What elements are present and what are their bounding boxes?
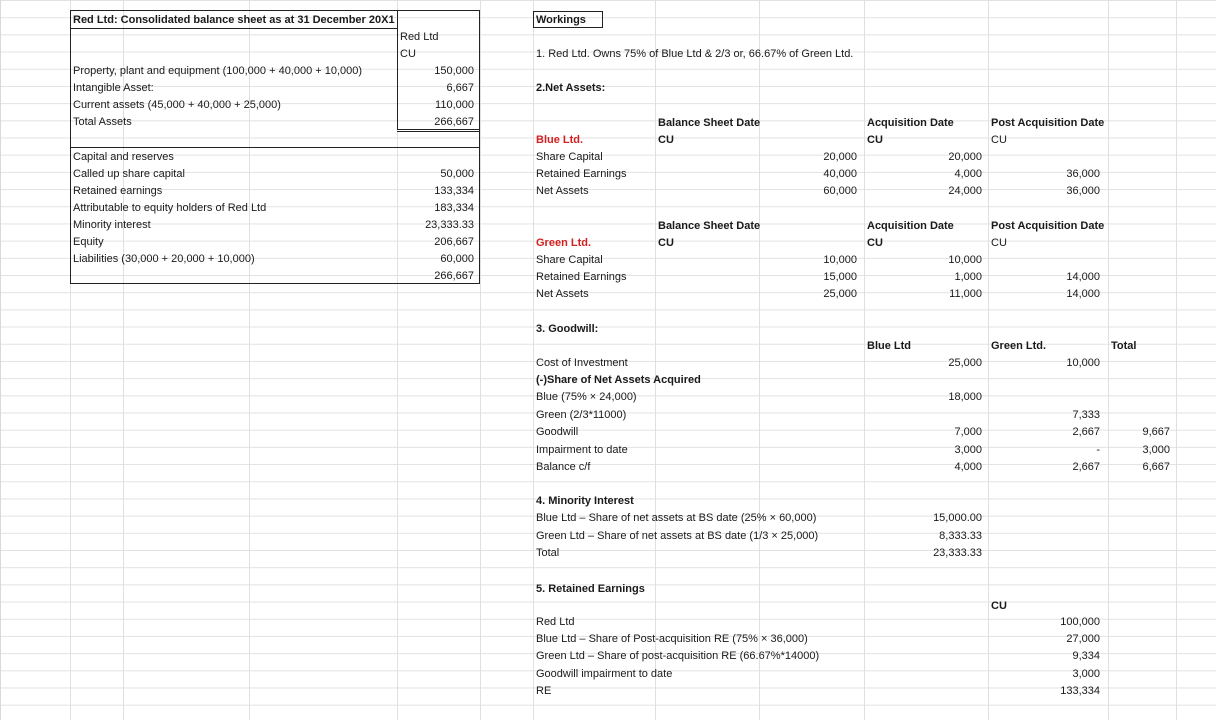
balance-sheet-value: 6,667 (446, 82, 474, 94)
green-row-label: Net Assets (536, 288, 589, 301)
balance-sheet-label: Retained earnings (73, 185, 163, 197)
balance-sheet-value: 23,333.33 (425, 219, 474, 231)
goodwill-row-label: Green (2/3*11000) (536, 409, 627, 421)
blue-acq-value: 20,000 (948, 151, 982, 163)
blue-post-acq-header: Post Acquisition Date (991, 117, 1105, 129)
green-bs-value: 15,000 (823, 271, 857, 284)
goodwill-total-value: 9,667 (1142, 426, 1170, 438)
balance-sheet-label: Attributable to equity holders of Red Ltd (73, 202, 267, 214)
blue-post-value: 36,000 (1066, 185, 1100, 198)
retained-row-label: Green Ltd – Share of post-acquisition RE (66.67%*14000) (536, 650, 820, 662)
retained-row-label: Red Ltd (536, 616, 575, 628)
goodwill-blue-header: Blue Ltd (867, 340, 911, 352)
balance-sheet-label: Minority interest (73, 219, 151, 231)
goodwill-green-value: 7,333 (1072, 409, 1100, 421)
blue-post-value: 36,000 (1066, 168, 1100, 181)
retained-row-label: RE (536, 685, 552, 697)
goodwill-row-label: Cost of Investment (536, 357, 628, 369)
balance-sheet-value: 133,334 (434, 185, 474, 197)
balance-sheet-value: 266,667 (434, 116, 474, 128)
blue-acq-value: 4,000 (954, 168, 982, 181)
blue-row-label: Net Assets (536, 185, 589, 198)
balance-sheet-label: Liabilities (30,000 + 20,000 + 10,000) (73, 253, 255, 265)
blue-row-label: Retained Earnings (536, 168, 627, 181)
blue-bs-value: 60,000 (823, 185, 857, 198)
minority-heading: 4. Minority Interest (536, 495, 634, 507)
balance-sheet-value: 183,334 (434, 202, 474, 214)
goodwill-green-value: 2,667 (1072, 461, 1100, 473)
blue-acq-value: 24,000 (948, 185, 982, 198)
green-post-cu: CU (991, 237, 1007, 249)
green-post-value: 14,000 (1066, 288, 1100, 301)
value-column-line (397, 10, 398, 130)
green-acq-value: 10,000 (948, 254, 982, 266)
green-row-label: Share Capital (536, 254, 603, 266)
goodwill-blue-value: 25,000 (948, 357, 982, 369)
goodwill-heading: 3. Goodwill: (536, 323, 599, 335)
balance-sheet-title: Red Ltd: Consolidated balance sheet as at 31 December 20X1 (73, 14, 395, 26)
blue-bs-cu: CU (658, 134, 674, 146)
title-underline (70, 28, 397, 29)
retained-cu: CU (991, 600, 1007, 612)
goodwill-row-label: Impairment to date (536, 444, 628, 456)
green-acq-cu: CU (867, 237, 883, 249)
goodwill-row-label: Balance c/f (536, 461, 591, 473)
blue-acq-cu: CU (867, 134, 883, 146)
green-post-value: 14,000 (1066, 271, 1100, 284)
green-bs-cu: CU (658, 237, 674, 249)
section-separator (70, 147, 480, 148)
retained-row-value: 27,000 (1066, 633, 1100, 645)
goodwill-total-value: 6,667 (1142, 461, 1170, 473)
balance-sheet-label: Total Assets (73, 116, 132, 128)
green-bs-value: 25,000 (823, 288, 857, 301)
minority-row-value: 8,333.33 (939, 530, 982, 542)
balance-sheet-value: 50,000 (440, 168, 474, 180)
retained-row-value: 3,000 (1072, 668, 1100, 680)
balance-sheet-value: 206,667 (434, 236, 474, 248)
workings-title: Workings (536, 14, 586, 26)
balance-sheet-label: Intangible Asset: (73, 82, 154, 94)
retained-heading: 5. Retained Earnings (536, 583, 645, 595)
balance-sheet-label: Called up share capital (73, 168, 185, 180)
green-acq-date-header: Acquisition Date (867, 220, 954, 232)
balance-sheet-value: 110,000 (435, 99, 474, 111)
green-bs-value: 10,000 (823, 254, 857, 266)
goodwill-blue-value: 3,000 (954, 444, 982, 456)
green-bs-date-header: Balance Sheet Date (658, 220, 761, 232)
goodwill-row-label: Blue (75% × 24,000) (536, 391, 637, 403)
goodwill-row-label: Goodwill (536, 426, 579, 438)
blue-acq-date-header: Acquisition Date (867, 117, 954, 129)
balance-sheet-label: Current assets (45,000 + 40,000 + 25,000) (73, 99, 281, 111)
goodwill-green-value: - (1096, 444, 1100, 456)
blue-row-label: Share Capital (536, 151, 603, 163)
minority-row-value: 15,000.00 (933, 512, 982, 524)
minority-row-label: Green Ltd – Share of net assets at BS date (1/3 × 25,000) (536, 530, 819, 542)
goodwill-green-value: 10,000 (1066, 357, 1100, 369)
col-header-currency: CU (400, 48, 416, 60)
balance-sheet-label: Equity (73, 236, 104, 248)
retained-row-value: 9,334 (1072, 650, 1100, 662)
goodwill-green-value: 2,667 (1072, 426, 1100, 438)
blue-post-cu: CU (991, 134, 1007, 146)
balance-sheet-value: 60,000 (440, 253, 474, 265)
balance-sheet-value: 266,667 (434, 270, 474, 282)
minority-row-label: Blue Ltd – Share of net assets at BS date (25% × 60,000) (536, 512, 817, 524)
total-underline (397, 129, 480, 130)
minority-row-value: 23,333.33 (933, 547, 982, 559)
net-assets-heading: 2.Net Assets: (536, 82, 606, 94)
ownership-note: 1. Red Ltd. Owns 75% of Blue Ltd & 2/3 or, 66.67% of Green Ltd. (536, 48, 854, 60)
blue-bs-value: 40,000 (823, 168, 857, 181)
green-acq-value: 11,000 (949, 288, 982, 301)
green-acq-value: 1,000 (954, 271, 982, 284)
blue-bs-date-header: Balance Sheet Date (658, 117, 761, 129)
balance-sheet-value: 150,000 (434, 65, 474, 77)
goodwill-blue-value: 7,000 (954, 426, 982, 438)
goodwill-blue-value: 4,000 (954, 461, 982, 473)
goodwill-green-header: Green Ltd. (991, 340, 1047, 352)
goodwill-total-header: Total (1111, 340, 1137, 352)
green-ltd-label: Green Ltd. (536, 237, 592, 249)
col-header-company: Red Ltd (400, 31, 439, 43)
green-row-label: Retained Earnings (536, 271, 627, 284)
retained-row-label: Blue Ltd – Share of Post-acquisition RE (75% × 36,000) (536, 633, 808, 645)
blue-bs-value: 20,000 (823, 151, 857, 163)
retained-row-value: 133,334 (1060, 685, 1100, 697)
green-post-acq-header: Post Acquisition Date (991, 220, 1105, 232)
minority-row-label: Total (536, 547, 560, 559)
balance-sheet-label: Capital and reserves (73, 151, 174, 163)
retained-row-label: Goodwill impairment to date (536, 668, 673, 680)
balance-sheet-label: Property, plant and equipment (100,000 + 40,000 + 10,000) (73, 65, 363, 77)
total-double-underline (397, 131, 480, 132)
blue-ltd-label: Blue Ltd. (536, 134, 584, 146)
goodwill-total-value: 3,000 (1142, 444, 1170, 456)
retained-row-value: 100,000 (1060, 616, 1100, 628)
goodwill-row-label: (-)Share of Net Assets Acquired (536, 374, 701, 386)
goodwill-blue-value: 18,000 (948, 391, 982, 403)
